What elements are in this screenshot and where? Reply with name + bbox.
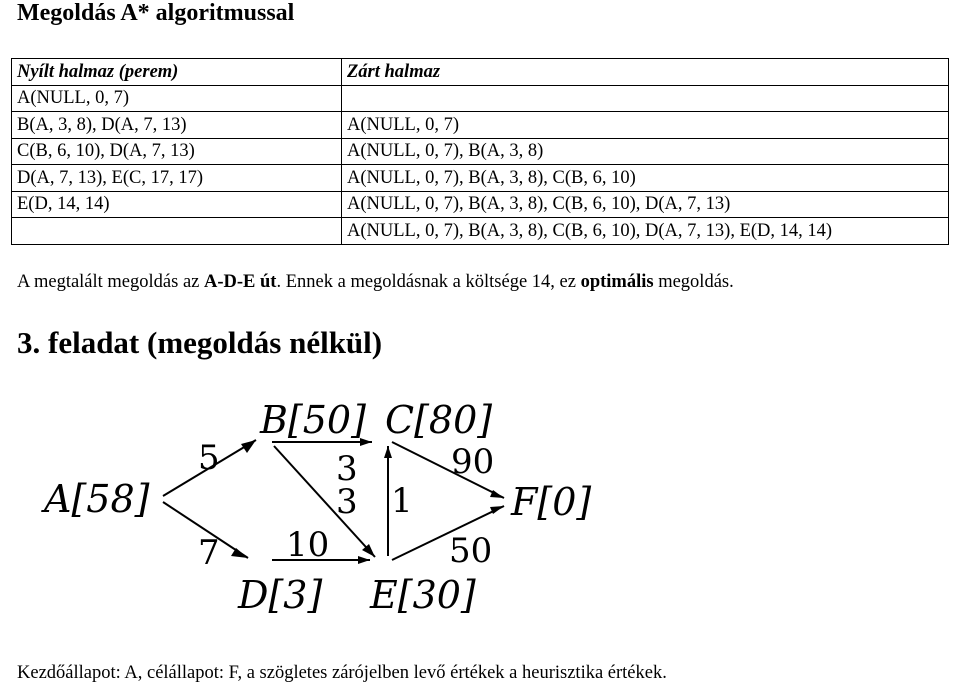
search-table <box>11 58 949 245</box>
solution-paragraph <box>17 272 734 293</box>
arrowhead-d-e <box>358 556 370 564</box>
open-set-header: Nyílt halmaz (perem) <box>12 59 342 86</box>
open-set-cell: B(A, 3, 8), D(A, 7, 13) <box>12 112 342 139</box>
closed-set-cell: A(NULL, 0, 7), B(A, 3, 8), C(B, 6, 10) <box>342 165 949 192</box>
closed-set-cell: A(NULL, 0, 7), B(A, 3, 8), C(B, 6, 10), D(A, 7, 13), E(D, 14, 14) <box>342 218 949 245</box>
table-row <box>12 138 949 165</box>
node-e-label: E[30] <box>370 573 476 617</box>
weight-a-d: 7 <box>198 533 220 573</box>
open-set-cell: E(D, 14, 14) <box>12 191 342 218</box>
node-c-label: C[80] <box>385 398 493 442</box>
weight-b-c: 3 <box>336 449 358 489</box>
closed-set-cell: A(NULL, 0, 7) <box>342 112 949 139</box>
page-title: Megoldás A* algoritmussal <box>17 0 295 26</box>
solution-text-3: megoldás. <box>653 272 734 292</box>
solution-text-2: . Ennek a megoldásnak a költsége 14, ez <box>276 272 581 292</box>
node-b-label: B[50] <box>260 398 366 442</box>
footer-note: Kezdőállapot: A, célállapot: F, a szögletes zárójelben levő értékek a heurisztika értékek. <box>17 663 667 683</box>
node-a-label: A[58] <box>44 477 150 521</box>
weight-e-c: 1 <box>391 481 413 521</box>
table-header-row <box>12 59 949 86</box>
table-row <box>12 85 949 112</box>
solution-path: A-D-E út <box>204 272 277 292</box>
arrowhead-a-b <box>241 440 256 453</box>
section-title: 3. feladat (megoldás nélkül) <box>17 325 383 360</box>
table-row <box>12 191 949 218</box>
solution-text-1: A megtalált megoldás az <box>17 272 204 292</box>
weight-a-b: 5 <box>198 438 220 478</box>
graph-diagram <box>0 380 960 640</box>
open-set-cell: A(NULL, 0, 7) <box>12 85 342 112</box>
closed-set-cell: A(NULL, 0, 7), B(A, 3, 8) <box>342 138 949 165</box>
closed-set-cell <box>342 85 949 112</box>
solution-optimal: optimális <box>580 272 654 292</box>
arrowhead-e-c <box>384 446 392 458</box>
open-set-cell: C(B, 6, 10), D(A, 7, 13) <box>12 138 342 165</box>
open-set-cell: D(A, 7, 13), E(C, 17, 17) <box>12 165 342 192</box>
table-row <box>12 112 949 139</box>
weight-d-e: 10 <box>286 525 330 565</box>
weight-c-f: 90 <box>451 442 495 482</box>
closed-set-header: Zárt halmaz <box>342 59 949 86</box>
open-set-cell <box>12 218 342 245</box>
table-row <box>12 165 949 192</box>
weight-e-f: 50 <box>449 531 493 571</box>
weight-b-e: 3 <box>336 482 358 522</box>
closed-set-cell: A(NULL, 0, 7), B(A, 3, 8), C(B, 6, 10), D(A, 7, 13) <box>342 191 949 218</box>
node-f-label: F[0] <box>511 480 592 524</box>
table-row <box>12 218 949 245</box>
node-d-label: D[3] <box>238 573 323 617</box>
